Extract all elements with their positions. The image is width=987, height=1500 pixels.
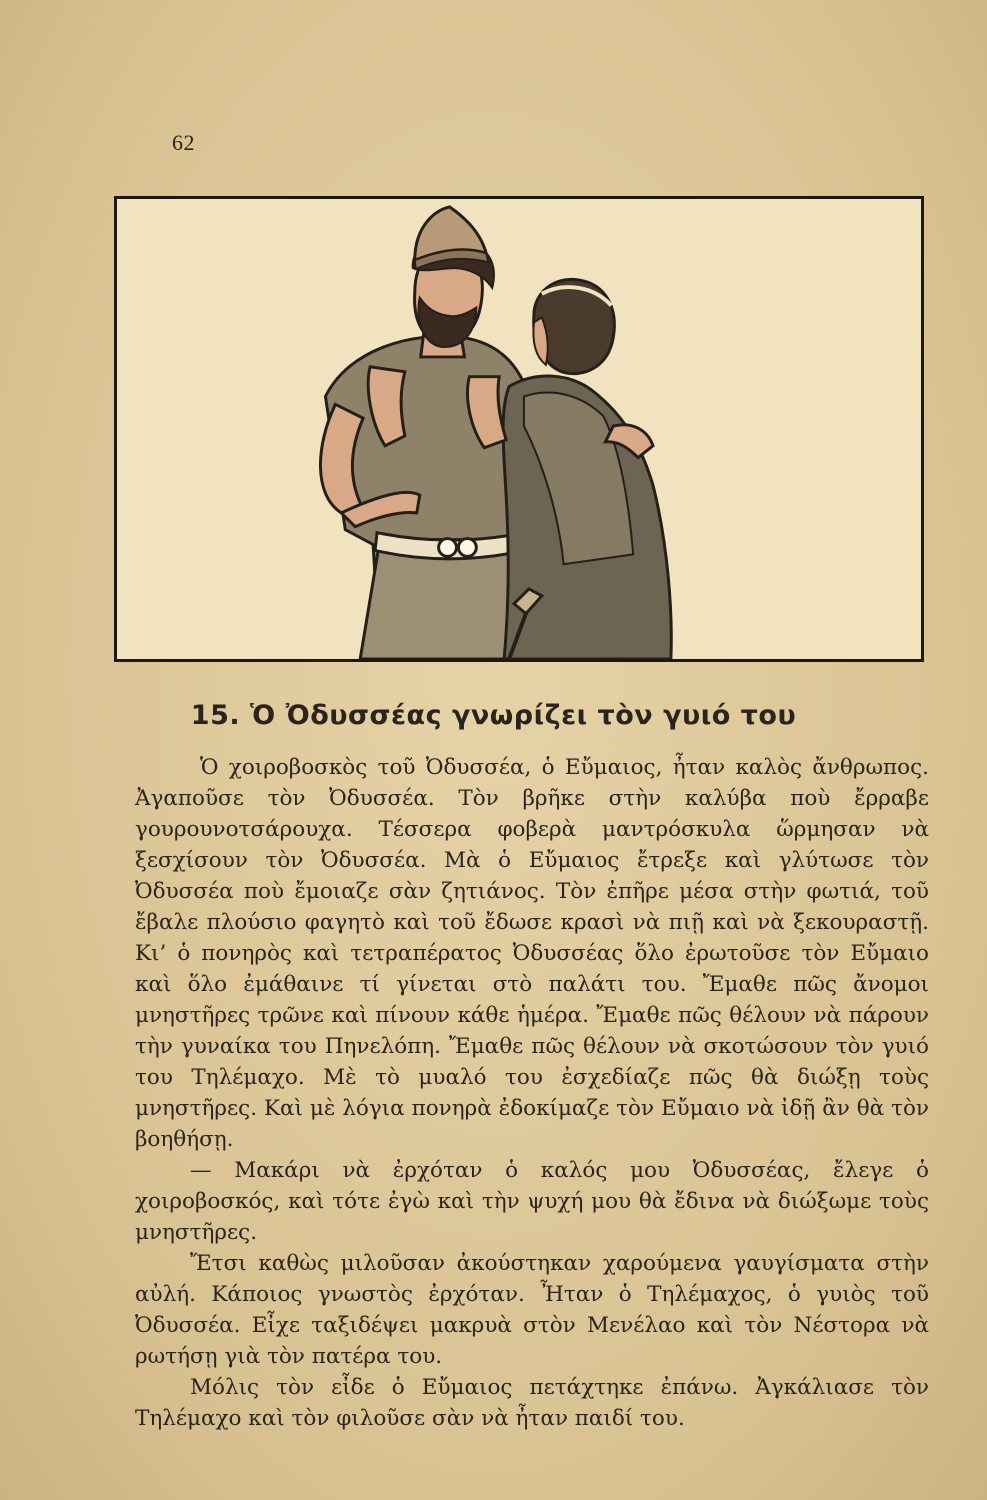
paragraph: Ἔτσι καθὼς μιλοῦσαν ἀκούστηκαν χαρούμενα γαυγίσματα στὴν αὐλή. Κάποιος γνωστὸς ἐρχόταν. Ἦταν ὁ Τηλέμαχος, ὁ γυιὸς τοῦ Ὀδυσσέα. Εἶχε ταξιδέψει μακρυὰ στὸν Μενέλαο καὶ τὸν Νέστορα νὰ ρωτήσῃ γιὰ τὸν πατέρα του. — [135, 1251, 929, 1369]
paragraph: Μόλις τὸν εἶδε ὁ Εὔμαιος πετάχτηκε ἐπάνω. Ἀγκάλιασε τὸν Τηλέμαχο καὶ τὸν φιλοῦσε σὰν νὰ ἦταν παιδί του. — [135, 1375, 929, 1431]
page-number: 62 — [172, 130, 195, 155]
paragraph: Ὁ χοιροβοσκὸς τοῦ Ὀδυσσέα, ὁ Εὔμαιος, ἦταν καλὸς ἄνθρωπος. Ἀγαποῦσε τὸν Ὀδυσσέα. Τὸν βρῆκε στὴν καλύβα ποὺ ἔρραβε γουρουνοτσάρουχα. Τέσσερα φοβερὰ μαντρόσκυλα ὥρμησαν νὰ ξεσχίσουν τὸν Ὀδυσσέα. Μὰ ὁ Εὔμαιος ἔτρεξε καὶ γλύτωσε τὸν Ὀδυσσέα ποὺ ἔμοιαζε σὰν ζητιάνος. Τὸν ἐπῆρε μέσα στὴν φωτιά, τοῦ ἔβαλε πλούσιο φαγητὸ καὶ τοῦ ἔδωσε κρασὶ νὰ πιῇ καὶ νὰ ξεκουραστῇ. Κι’ ὁ πονηρὸς καὶ τετραπέρατος Ὀδυσσέας ὅλο ἐρωτοῦσε τὸν Εὔμαιο καὶ ὅλο ἐμάθαινε τί γίνεται στὸ παλάτι του. Ἔμαθε πῶς ἄνομοι μνηστῆρες τρῶνε καὶ πίνουν κάθε ἡμέρα. Ἔμαθε πῶς θέλουν νὰ πάρουν τὴν γυναίκα του Πηνελόπη. Ἔμαθε πῶς θέλουν νὰ σκοτώσουν τὸν γυιό του Τηλέμαχο. Μὲ τὸ μυαλό του ἐσχεδίαζε πῶς θὰ διώξῃ τοὺς μνηστῆρες. Καὶ μὲ λόγια πονηρὰ ἐδοκίμαζε τὸν Εὔμαιο νὰ ἰδῇ ἂν θὰ τὸν βοηθήσῃ. — [135, 755, 929, 1152]
paragraph: — Μακάρι νὰ ἐρχόταν ὁ καλός μου Ὀδυσσέας, ἔλεγε ὁ χοιροβοσκός, καὶ τότε ἐγὼ καὶ τὴν ψυχή μου θὰ ἔδινα νὰ διώξωμε τοὺς μνηστῆρες. — [135, 1158, 929, 1245]
illustration — [114, 196, 924, 662]
odysseus-telemachus-embrace-icon — [117, 199, 921, 659]
chapter-title: 15. Ὁ Ὀδυσσέας γνωρίζει τὸν γυιό του — [190, 700, 797, 731]
body-text — [135, 752, 929, 1434]
